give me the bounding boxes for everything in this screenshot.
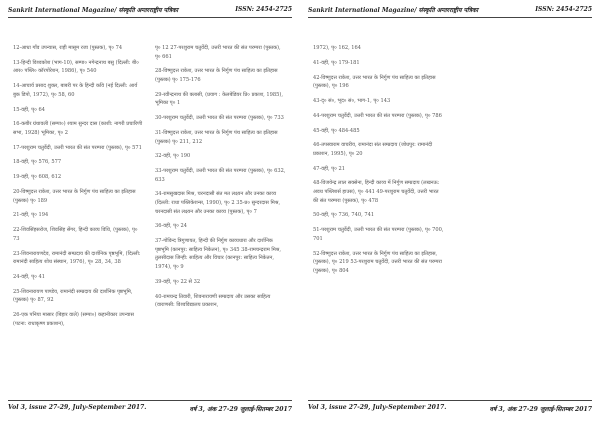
reference-columns (308, 44, 592, 392)
reference-entry: 21-वही, पृ० 194 (13, 212, 49, 219)
reference-entry: 41-वही, पृ० 179-181 (313, 59, 360, 66)
volume-hi: वर्ष 3, अंक 27-29 जुलाई-सितम्बर 2017 (189, 406, 292, 413)
reference-entry: 46-तपस्वाराम वाचरीय, रामानंदा संत सम्प्रदाय (जोधपुर: रामानंदी प्रकाशन, 1995), पृ० 20 (313, 142, 433, 157)
volume-en: Vol 3, issue 27-29, July-September 2017. (308, 404, 447, 411)
journal-title: Sankrit International Magazine/ संस्कृति अन्तरराष्ट्रीय पत्रिका (8, 7, 179, 14)
reference-entry: 20-विष्णुदत्त राकेश, उत्तर भारत के निर्गुण पंथ साहित्य का इतिहास (पुस्तक) पृ० 189 (13, 189, 136, 204)
reference-entry: 12-आधा गाँव उपन्यास, राही मासूम रजा (पुस्तक), पृ० 74 (13, 45, 123, 51)
issn: ISSN: 2454-2725 (235, 6, 292, 13)
reference-entry: 33-परशुराम चतुर्वेदी, उत्तरी भारत की संत परम्परा (पुस्तक), पृ० 632, 633 (155, 168, 286, 183)
journal-title: Sankrit International Magazine/ संस्कृति अन्तरराष्ट्रीय पत्रिका (308, 7, 479, 14)
page-header (308, 6, 592, 18)
reference-entry: 22-शिवसिंहसरोज, शिवसिंह सेंगर, हिन्दी काव्य विधि, (पुस्तक), पृ० 73 (13, 227, 138, 242)
reference-entry: 52-विष्णुदत्त राकेश, उत्तर भारत के निर्गुण पंथ साहित्य का इतिहास, (पुस्तक), पृ० 219 53-परशुराम चतुर्वेदी, उत्तरी भारत की संत परम्परा (पुस्तक), पृ० 804 (313, 250, 442, 274)
volume-en: Vol 3, issue 27-29, July-September 2017. (8, 404, 147, 411)
reference-entry: 16-कबीर ग्रंथावली (सम्पा०) श्याम सुन्दर दास (काशी: नागरी प्रचारिणी सभा, 1928) भूमिका, पृ० 2 (13, 121, 143, 136)
volume-hi: वर्ष 3, अंक 27-29 जुलाई-सितम्बर 2017 (489, 406, 592, 413)
reference-entry: 50-वही, पृ० 736, 740, 741 (313, 212, 375, 219)
reference-column-2 (450, 44, 592, 392)
reference-entry: 42-विष्णुदत्त राकेश, उत्तर भारत के निर्गुण पंथ साहित्य का इतिहास (पुस्तक), पृ० 196 (313, 74, 436, 90)
reference-column-1 (8, 44, 150, 392)
reference-entry: 25-शिवनारायण पाण्डेय, रामानंदी सम्प्रदाय की दार्शनिक पृष्ठभूमि, (पुस्तक) पृ० 87, 92 (13, 288, 133, 304)
reference-entry: 19-वही, पृ० 608, 612 (13, 174, 62, 181)
reference-entry: 14-आचार्य प्रसाद शुक्ल, बाबरी पर के हिन्दी कवि (नई दिल्ली: आर्य बुक डिपो, 1972), पृ० 58, 60 (13, 83, 138, 98)
right-page (300, 0, 600, 424)
reference-entry: 48-विजयेन्द्र लाल सक्सेना, हिन्दी काव्य में निर्गुण सम्प्रदाय (लखनऊ: अवध पब्लिशर्स हाउस), पृ० 441 49-परशुराम चतुर्वेदी, उत्तरी भारत की संत परम्परा (पुस्तक), पृ० 478 (313, 180, 440, 204)
issn: ISSN: 2454-2725 (535, 6, 592, 13)
reference-entry: 45-वही, पृ० 484-485 (313, 127, 360, 134)
reference-column-2 (150, 44, 292, 392)
page-footer (8, 400, 292, 413)
reference-entry: 23-शिवनारायणदेव, रामानंदी सम्प्रदाय की दार्शनिक पृष्ठभूमि, (दिल्ली: रामानंदी साहित्य शोध संस्थान, 1976), पृ० 28, 34, 38 (13, 250, 141, 266)
reference-entry: 13-हिन्दी विश्वकोश (भाग-10), सम्पा० नगेन्द्रनाथ बसु (दिल्ली: बी० आर० पब्लि० कॉरपोरेशन, 1986), पृ० 540 (13, 59, 139, 75)
reference-entry: 1972), पृ० 162, 164 (313, 45, 362, 51)
reference-entry: 24-वही, पृ० 41 (13, 273, 45, 280)
reference-entry: 31-विष्णुदत्त राकेश, उत्तर भारत के निर्गुण पंथ साहित्य का इतिहास (पुस्तक) पृ० 211, 212 (155, 129, 278, 145)
reference-entry: 30-परशुराम चतुर्वेदी, उत्तरी भारत की संत परम्परा (पुस्तक), पृ० 733 (155, 115, 284, 122)
reference-entry: 17-परशुराम चतुर्वेदी, उत्तरी भारत की संत परम्परा (पुस्तक), पृ० 571 (13, 144, 142, 151)
reference-entry: 28-विष्णुदत्त राकेश, उत्तर भारत के निर्गुण पंथ साहित्य का इतिहास (पुस्तक) पृ० 175-176 (155, 68, 278, 83)
reference-entry: पृ० 12 27-परशुराम चतुर्वेदी, उत्तरी भारत की संत परम्परा (पुस्तक), पृ० 661 (155, 45, 281, 60)
reference-entry: 32-वही, पृ० 190 (155, 153, 191, 160)
reference-entry: 39-वही, पृ० 22 से 32 (155, 278, 201, 285)
reference-entry: 44-परशुराम चतुर्वेदी, उत्तरी भारत की संत परम्परा (पुस्तक), पृ० 786 (313, 112, 442, 119)
reference-entry: 51-परशुराम चतुर्वेदी, उत्तरी भारत की संत परम्परा (पुस्तक), पृ० 700, 701 (313, 227, 444, 242)
reference-entry: 47-वही, पृ० 21 (313, 165, 345, 172)
reference-column-1 (308, 44, 450, 392)
page-footer (308, 400, 592, 413)
reference-entry: 26-एक पनिया मासार (बिहार वाले) (सम्पा०) कहानीकार उपन्यास (पटना: राधाकृष्ण प्रकाशन), (13, 312, 134, 327)
page-header (8, 6, 292, 18)
reference-entry: 37-गोविन्द त्रिगुणायत, हिन्दी की निर्गुण काव्यधारा और दार्शनिक पृष्ठभूमि (कानपुर: साहित्य निकेतन), पृ० 345 38-रामचन्द्रराम मिश्र, तुलसीदास जिन्ही: साहित्य और विचार (कानपुर: साहित्य निकेतन, 1974), पृ० 9 (155, 238, 281, 270)
reference-entry: 34-रामसुखदास मिश्र, चरनदासी संत मत लक्ष्यन और उनका काव्य (दिल्ली: राधा पब्लिकेशन्स, 1990), पृ० 2 35-प्र० सुन्दरदास मिश्र, चरनदासी संत लक्ष्यन और उनका काव्य (पुस्तक), पृ० 7 (155, 191, 281, 215)
reference-entry: 36-वही, पृ० 24 (155, 223, 187, 230)
reference-entry: 29-रवीन्द्रनाथ की क्लासी, (प्रयाग : केलबेडियर प्रि० प्रकाश, 1985), भूमिका पृ० 1 (155, 91, 283, 107)
reference-columns (8, 44, 292, 392)
reference-entry: 15-वही, पृ० 64 (13, 106, 45, 113)
reference-entry: 18-वही, पृ० 576, 577 (13, 159, 62, 166)
reference-entry: 40-रामचन्द्र तिवारी, शिवनारायणी सम्प्रदाय और उसका साहित्य (वाराणसी: विश्वविद्यालय प्रकाशन, (155, 293, 271, 309)
reference-entry: 43-दृ० सं०, भूद० सं०, भाग-1, पृ० 143 (313, 97, 391, 104)
